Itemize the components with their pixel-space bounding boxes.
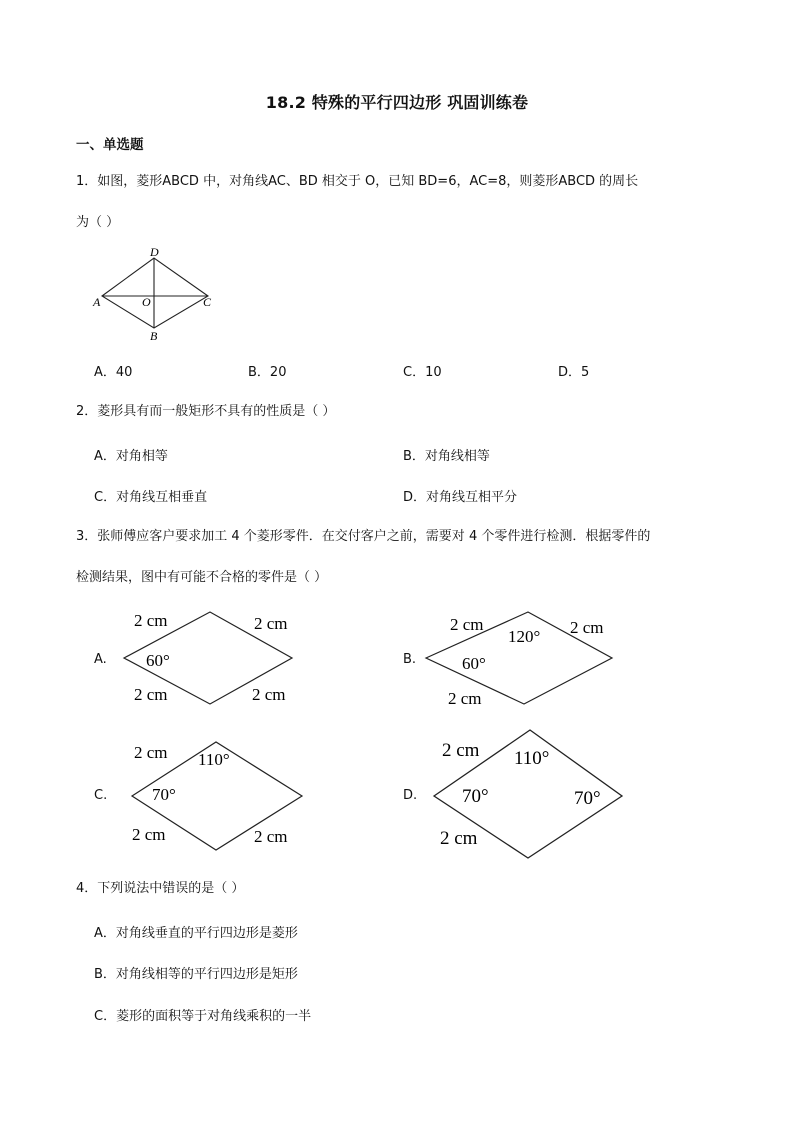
fig-c-side-label: 2 cm: [134, 743, 168, 762]
q3-figure-b: [420, 606, 620, 714]
q4-text: 4．下列说法中错误的是（ ）: [76, 881, 245, 896]
vertex-label-d: D: [150, 245, 159, 259]
vertex-label-c: C: [203, 295, 212, 309]
fig-b-angle-label: 120°: [508, 627, 541, 646]
fig-c-side-label: 2 cm: [254, 827, 288, 846]
fig-b-side-label: 2 cm: [570, 618, 604, 637]
q4-option-a[interactable]: A．对角线垂直的平行四边形是菱形: [94, 926, 298, 941]
rhombus-outline: [102, 258, 208, 328]
fig-d-angle-label: 110°: [514, 748, 550, 769]
fig-b-side-label: 2 cm: [450, 615, 484, 634]
q1-rhombus-figure: [90, 244, 220, 344]
fig-a-side-label: 2 cm: [252, 685, 286, 704]
fig-d-angle-label: 70°: [462, 786, 489, 807]
q3-option-b-label[interactable]: B.: [403, 652, 417, 667]
fig-a-side-label: 2 cm: [134, 685, 168, 704]
fig-b-side-label: 2 cm: [448, 689, 482, 708]
fig-a-side-label: 2 cm: [134, 611, 168, 630]
q2-option-c[interactable]: C．对角线互相垂直: [94, 490, 208, 505]
fig-d-angle-label: 70°: [574, 788, 601, 809]
q1-option-b[interactable]: B．20: [248, 365, 287, 380]
section-heading: 一、单选题: [76, 137, 144, 153]
vertex-label-b: B: [150, 329, 158, 343]
fig-a-angle-label: 60°: [146, 651, 170, 670]
q3-text-line2: 检测结果，图中有可能不合格的零件是（ ）: [76, 570, 328, 585]
fig-b-angle-label: 60°: [462, 654, 486, 673]
fig-d-side-label: 2 cm: [442, 740, 480, 761]
q3-option-c-label[interactable]: C.: [94, 788, 108, 803]
fig-d-side-label: 2 cm: [440, 828, 478, 849]
q1-option-a[interactable]: A．40: [94, 365, 133, 380]
fig-c-angle-label: 70°: [152, 785, 176, 804]
fig-c-angle-label: 110°: [198, 750, 230, 769]
q3-text-line1: 3．张师傅应客户要求加工 4 个菱形零件．在交付客户之前，需要对 4 个零件进行检测．根据零件的: [76, 529, 651, 544]
q2-option-b[interactable]: B．对角线相等: [403, 449, 490, 464]
fig-a-side-label: 2 cm: [254, 614, 288, 633]
q1-option-c[interactable]: C．10: [403, 365, 442, 380]
center-label-o: O: [142, 295, 151, 309]
q4-option-c[interactable]: C．菱形的面积等于对角线乘积的一半: [94, 1009, 312, 1024]
q3-option-d-label[interactable]: D.: [403, 788, 418, 803]
q2-option-d[interactable]: D．对角线互相平分: [403, 490, 518, 505]
q3-figure-a: [118, 606, 303, 714]
q1-text-line2: 为（ ）: [76, 215, 120, 230]
q2-option-a[interactable]: A．对角相等: [94, 449, 168, 464]
fig-c-side-label: 2 cm: [132, 825, 166, 844]
q3-figure-d: [426, 726, 631, 864]
q2-text: 2．菱形具有而一般矩形不具有的性质是（ ）: [76, 404, 336, 419]
q4-option-b[interactable]: B．对角线相等的平行四边形是矩形: [94, 967, 298, 982]
q3-option-a-label[interactable]: A.: [94, 652, 107, 667]
vertex-label-a: A: [93, 295, 101, 309]
q1-option-d[interactable]: D．5: [558, 365, 590, 380]
q3-figure-c: [118, 736, 313, 856]
page-title: 18.2 特殊的平行四边形 巩固训练卷: [265, 93, 529, 112]
q1-text-line1: 1．如图，菱形ABCD 中，对角线AC、BD 相交于 O，已知 BD=6，AC=8，则菱形ABCD 的周长: [76, 174, 639, 189]
